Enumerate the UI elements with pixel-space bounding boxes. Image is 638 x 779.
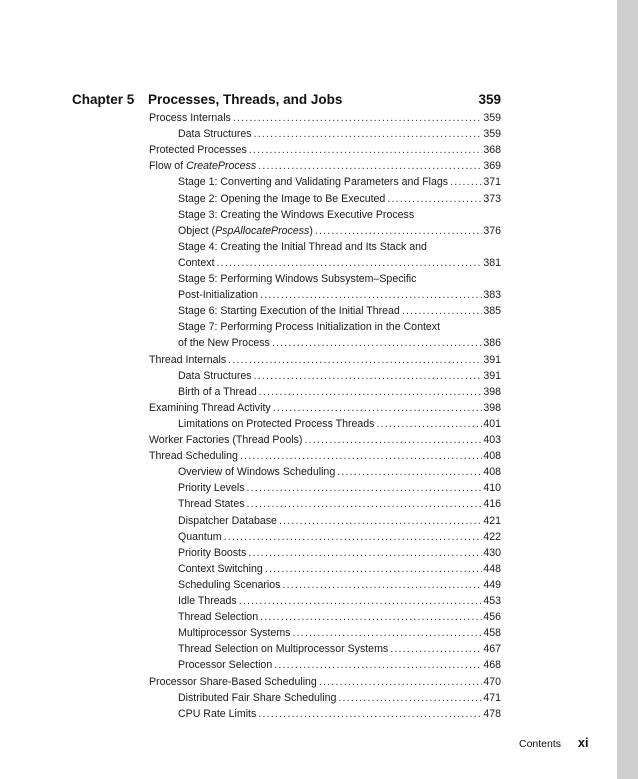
toc-page-number: 371: [483, 176, 501, 189]
toc-page-number: 468: [483, 659, 501, 672]
toc-entry-title: [178, 609, 258, 625]
toc-entry-title: [178, 480, 245, 496]
dot-leader: [390, 641, 482, 657]
toc-subentry: [178, 706, 501, 722]
dot-leader: [240, 448, 482, 464]
toc-entry-title: [149, 142, 247, 158]
toc-entry-title-text: Scheduling Scenarios: [178, 578, 281, 591]
toc-entry-title: [178, 303, 400, 319]
toc-entry-title: [178, 657, 272, 673]
toc-page-number: 449: [483, 578, 501, 591]
toc-subentry: [178, 287, 501, 303]
toc-entry-title-text: Thread Internals: [149, 353, 227, 366]
toc-subentry: [178, 577, 501, 593]
toc-entry-title-text: Context Switching: [178, 562, 263, 575]
toc-entry: [149, 448, 501, 464]
toc-entry-title: [178, 174, 448, 190]
toc-entry-title: [178, 529, 222, 545]
dot-leader: [224, 529, 483, 545]
toc-page-number: 391: [483, 369, 501, 382]
toc-entry-title-text: Worker Factories (Thread Pools): [149, 434, 303, 446]
toc-entry-title: [149, 448, 238, 464]
toc-entry-title-italic: PspAllocateProcess: [215, 224, 310, 237]
toc-entry-title-text: Process Internals: [149, 112, 231, 124]
toc-entry-title-text: Context: [178, 256, 215, 269]
page-edge-bar: [617, 0, 638, 779]
toc-entry-title-text: Thread Selection: [178, 611, 259, 624]
dot-leader: [260, 609, 482, 625]
toc-entry-title-text: Flow of: [149, 160, 187, 173]
dot-leader: [249, 142, 483, 158]
toc-page-number: 456: [483, 611, 501, 624]
toc-page-number: 408: [483, 450, 501, 463]
toc-entry: [149, 352, 501, 368]
toc-subentry: [178, 496, 501, 512]
toc-entry-title-text: Stage 2: Opening the Image to Be Executed: [178, 192, 386, 205]
dot-leader: [273, 400, 483, 416]
toc-entry-title: [178, 223, 313, 239]
toc-entry-title: [178, 191, 385, 207]
toc-entry-title-text: Idle Threads: [178, 595, 237, 607]
dot-leader: [319, 674, 482, 690]
dot-leader: [282, 577, 482, 593]
toc-entry-title: [178, 287, 258, 303]
toc-page-number: 471: [483, 691, 501, 704]
dot-leader: [247, 496, 483, 512]
toc-page-number: 401: [483, 417, 501, 430]
toc-entry-title: [178, 271, 416, 287]
footer-page-numeral: xi: [578, 736, 589, 750]
toc-entry-title: [178, 641, 388, 657]
toc-page-number: 368: [483, 144, 501, 157]
toc-entry-title-text: ): [309, 224, 313, 237]
toc-entry-title: [178, 319, 440, 335]
toc-entry-title-text: Thread Scheduling: [149, 450, 238, 463]
toc-page-number: 453: [483, 595, 501, 607]
dot-leader: [233, 110, 482, 126]
dot-leader: [376, 416, 482, 432]
toc-entry-title: [178, 577, 280, 593]
toc-entry-title-text: Limitations on Protected Process Threads: [178, 417, 375, 430]
chapter-label: Chapter 5: [72, 92, 135, 107]
toc-page-number: 408: [483, 466, 501, 479]
toc-subentry: [178, 271, 501, 287]
toc-entry-title: [178, 625, 290, 641]
toc-subentry: [178, 319, 501, 335]
dot-leader: [254, 368, 483, 384]
toc-page-number: 398: [483, 385, 501, 398]
dot-leader: [337, 464, 482, 480]
toc-entry-title-text: Examining Thread Activity: [149, 401, 271, 414]
toc-subentry: [178, 625, 501, 641]
dot-leader: [265, 561, 483, 577]
toc-page-number: 386: [483, 337, 501, 350]
toc-entry-title-text: Thread Selection on Multiprocessor Systems: [178, 643, 389, 656]
toc-entry-title-text: Post-Initialization: [178, 289, 259, 302]
toc-entry-title: [178, 207, 414, 223]
dot-leader: [272, 335, 482, 351]
toc-entry-title-text: Stage 6: Starting Execution of the Initial Thread: [178, 305, 400, 318]
toc-entry-title: [178, 690, 336, 706]
toc-subentry: [178, 303, 501, 319]
toc-entry-title: [178, 239, 427, 255]
toc-page-number: 385: [483, 305, 501, 318]
toc-entry-title-text: Protected Processes: [149, 144, 247, 157]
toc-entry-title: [149, 110, 231, 126]
toc-subentry: [178, 480, 501, 496]
toc-entry-title: [178, 416, 374, 432]
toc-entry-title-text: Stage 3: Creating the Windows Executive Process: [178, 208, 415, 221]
toc-subentry: [178, 384, 501, 400]
toc-page-number: 381: [483, 256, 501, 269]
toc-page-number: 458: [483, 627, 501, 640]
dot-leader: [402, 303, 482, 319]
toc-subentry: [178, 239, 501, 255]
dot-leader: [387, 191, 482, 207]
toc-subentry: [178, 513, 501, 529]
dot-leader: [258, 706, 482, 722]
toc-subentry: [178, 657, 501, 673]
dot-leader: [292, 625, 482, 641]
toc-page-number: 430: [483, 546, 501, 559]
toc-entry-title: [178, 513, 277, 529]
toc-page-number: 369: [483, 160, 501, 173]
toc-subentry: [178, 416, 501, 432]
toc-page-number: 359: [483, 112, 501, 124]
toc-entry: [149, 432, 501, 448]
toc-entry-title-text: of the New Process: [178, 337, 270, 350]
toc-subentry: [178, 223, 501, 239]
toc-page-number: 403: [483, 434, 501, 446]
toc-entry-title-text: Birth of a Thread: [178, 385, 257, 398]
toc-entry-title-text: Object (: [178, 224, 216, 237]
toc-page-number: 421: [483, 514, 501, 527]
toc-entry-title: [149, 674, 317, 690]
toc-page-number: 448: [483, 562, 501, 575]
toc-page-number: 391: [483, 353, 501, 366]
dot-leader: [338, 690, 482, 706]
toc-entry-title: [149, 352, 226, 368]
toc-page-number: 373: [483, 192, 501, 205]
toc-subentry: [178, 641, 501, 657]
toc-entry-title-text: Distributed Fair Share Scheduling: [178, 691, 337, 704]
toc-page-number: 410: [483, 482, 501, 495]
toc-page-number: 478: [483, 707, 501, 720]
toc-entry-title-text: Priority Boosts: [178, 546, 247, 559]
toc-entry: [149, 674, 501, 690]
toc-subentry: [178, 191, 501, 207]
chapter-title: Processes, Threads, and Jobs: [148, 92, 343, 107]
toc-subentry: [178, 464, 501, 480]
toc-subentry: [178, 609, 501, 625]
toc-entry-title-text: CPU Rate Limits: [178, 707, 257, 720]
toc-entry-title: [178, 255, 215, 271]
toc-entry-title-italic: CreateProcess: [186, 160, 257, 173]
dot-leader: [254, 126, 483, 142]
toc-entry: [149, 400, 501, 416]
dot-leader: [279, 513, 482, 529]
toc-entry-title: [178, 368, 252, 384]
toc-page-number: 359: [483, 128, 501, 141]
toc-subentry: [178, 529, 501, 545]
dot-leader: [315, 223, 482, 239]
toc-page-number: 398: [483, 401, 501, 414]
dot-leader: [450, 174, 482, 190]
toc-subentry: [178, 126, 501, 142]
chapter-page-number: 359: [478, 92, 501, 107]
dot-leader: [239, 593, 483, 609]
toc-entry-title-text: Quantum: [178, 530, 222, 543]
toc-entry-title-text: Stage 1: Converting and Validating Parameters and Flags: [178, 176, 449, 189]
dot-leader: [259, 384, 483, 400]
toc-entry-title: [178, 561, 263, 577]
toc-entry-title-text: Data Structures: [178, 128, 252, 141]
dot-leader: [304, 432, 482, 448]
dot-leader: [228, 352, 482, 368]
toc-entry-title: [149, 400, 271, 416]
toc-subentry: [178, 593, 501, 609]
toc-entry-title: [178, 545, 246, 561]
toc-entry-title-text: Stage 7: Performing Process Initialization in the Context: [178, 321, 441, 334]
dot-leader: [260, 287, 482, 303]
toc-entry-title-text: Multiprocessor Systems: [178, 627, 291, 640]
toc-entry-title-text: Stage 4: Creating the Initial Thread and Its Stack and: [178, 240, 427, 253]
dot-leader: [247, 480, 483, 496]
toc-subentry: [178, 561, 501, 577]
toc-subentry: [178, 174, 501, 190]
toc-entry-title-text: Stage 5: Performing Windows Subsystem–Specific: [178, 273, 417, 285]
toc-entry-title-text: Thread States: [178, 498, 245, 511]
dot-leader: [217, 255, 483, 271]
toc-entry-title: [149, 432, 302, 448]
toc-entry-title: [178, 126, 252, 142]
toc-entry-title-text: Priority Levels: [178, 482, 245, 495]
toc-entry: [149, 158, 501, 174]
dot-leader: [274, 657, 482, 673]
toc-entry-title: [178, 496, 245, 512]
toc-entry-title: [178, 464, 335, 480]
toc-entry-title: [178, 593, 237, 609]
dot-leader: [258, 158, 482, 174]
toc-page-number: 416: [483, 498, 501, 511]
toc-subentry: [178, 368, 501, 384]
toc-page-number: 467: [483, 643, 501, 656]
toc-page-number: 383: [483, 289, 501, 302]
footer-section-label: Contents: [519, 738, 562, 750]
toc-entry-title: [178, 384, 257, 400]
toc-page-number: 376: [483, 224, 501, 237]
toc-entry-title-text: Dispatcher Database: [178, 514, 277, 527]
toc-entry-title-text: Overview of Windows Scheduling: [178, 466, 336, 479]
toc-entry: [149, 110, 501, 126]
toc-page-number: 470: [483, 675, 501, 688]
toc-subentry: [178, 255, 501, 271]
dot-leader: [248, 545, 482, 561]
toc-entry-title: [178, 706, 256, 722]
toc-entry-title: [149, 158, 256, 174]
toc-entry-title-text: Data Structures: [178, 369, 252, 382]
toc-entry-title-text: Processor Selection: [178, 659, 273, 672]
toc-subentry: [178, 207, 501, 223]
toc-entry: [149, 142, 501, 158]
toc-entry-title-text: Processor Share-Based Scheduling: [149, 675, 317, 688]
toc-page-number: 422: [483, 530, 501, 543]
toc-subentry: [178, 335, 501, 351]
toc-entry-title: [178, 335, 270, 351]
toc-subentry: [178, 690, 501, 706]
toc-subentry: [178, 545, 501, 561]
